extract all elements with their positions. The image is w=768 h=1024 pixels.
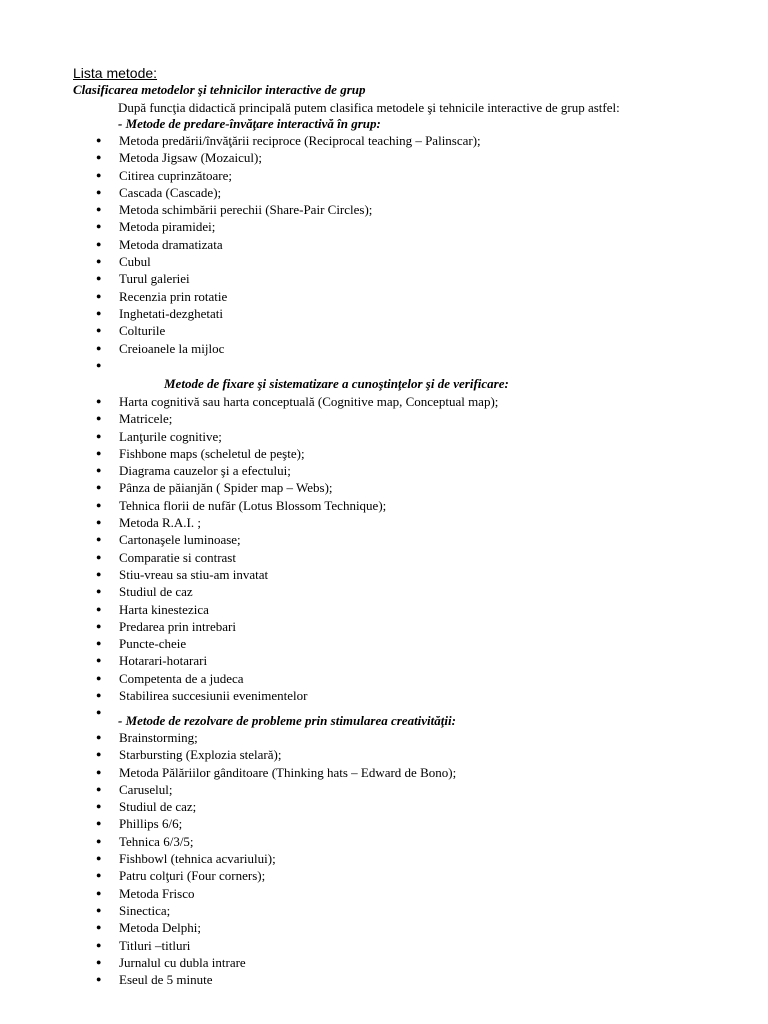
list-item	[0, 393, 768, 410]
list-item-text: Metoda Jigsaw (Mozaicul);	[119, 150, 262, 166]
bullet-icon: ●	[96, 342, 102, 353]
list-item-text: Eseul de 5 minute	[119, 972, 213, 988]
list-item	[0, 549, 768, 566]
bullet-icon: ●	[96, 853, 102, 864]
list-item-text: Phillips 6/6;	[119, 816, 183, 832]
bullet-icon: ●	[96, 447, 102, 458]
bullet-icon: ●	[96, 413, 102, 424]
list-item	[0, 885, 768, 902]
list-item-text: Metoda predării/învăţării reciproce (Reciprocal teaching – Palinscar);	[119, 133, 481, 148]
list-item	[0, 201, 768, 218]
list-item	[0, 236, 768, 253]
list-item-text: Fishbowl (tehnica acvariului);	[119, 851, 276, 867]
bullet-icon: ●	[96, 922, 102, 933]
list-item	[0, 566, 768, 583]
bullet-icon: ●	[96, 256, 102, 267]
list-item	[0, 781, 768, 798]
bullet-icon: ●	[96, 551, 102, 562]
list-item-text: Predarea prin intrebari	[119, 618, 236, 634]
bullet-icon: ●	[96, 801, 102, 812]
list-item-text: Cubul	[119, 254, 151, 270]
list-item-text: Studiul de caz;	[119, 799, 197, 815]
list-item-text: Recenzia prin rotatie	[119, 288, 228, 304]
list-item	[0, 132, 768, 149]
bullet-icon: ●	[96, 818, 102, 829]
bullet-icon: ●	[96, 238, 102, 249]
list-item	[0, 149, 768, 166]
list-item-text: Cartonaşele luminoase;	[119, 532, 241, 548]
bullet-icon: ●	[96, 956, 102, 967]
bullet-icon: ●	[96, 732, 102, 742]
intro-paragraph: După funcţia didactică principală putem clasifica metodele şi tehnicile interactive de grup astfel:	[118, 100, 620, 115]
list-item-text: Competenta de a judeca	[119, 670, 244, 686]
list-item	[0, 850, 768, 867]
bullet-icon: ●	[96, 482, 102, 493]
list-item	[0, 184, 768, 201]
list-item-text: Brainstorming;	[119, 730, 198, 745]
list-item-text: Stiu-vreau sa stiu-am invatat	[119, 566, 269, 582]
bullet-icon: ●	[96, 517, 102, 528]
list-item	[0, 746, 768, 763]
bullet-icon: ●	[96, 870, 102, 881]
bullet-icon: ●	[96, 290, 102, 301]
bullet-icon: ●	[96, 430, 102, 441]
bullet-icon: ●	[96, 169, 102, 180]
list-rezolvare	[0, 729, 768, 988]
bullet-icon: ●	[96, 749, 102, 760]
list-item	[0, 902, 768, 919]
list-item	[0, 167, 768, 184]
list-item-text: Metoda Pălăriilor gânditoare (Thinking hats – Edward de Bono);	[119, 764, 457, 780]
bullet-icon: ●	[96, 887, 102, 898]
bullet-icon: ●	[96, 974, 102, 985]
list-item	[0, 937, 768, 954]
list-item-text: Metoda R.A.I. ;	[119, 515, 201, 531]
list-item-text: Cascada (Cascade);	[119, 184, 222, 200]
list-item	[0, 428, 768, 445]
list-item	[0, 670, 768, 687]
list-item	[0, 583, 768, 600]
list-item-text: Metoda schimbării perechii (Share-Pair Circles);	[119, 202, 373, 218]
list-item-text: Stabilirea succesiunii evenimentelor	[119, 688, 308, 704]
bullet-icon: ●	[96, 586, 102, 597]
list-item	[0, 479, 768, 496]
bullet-icon: ●	[96, 221, 102, 232]
bullet-icon: ●	[96, 396, 102, 406]
list-item	[0, 445, 768, 462]
section-heading-predare: - Metode de predare-învăţare interactivă în grup:	[118, 116, 381, 131]
list-item-text: Colturile	[119, 323, 166, 339]
bullet-icon: ●	[96, 672, 102, 683]
bullet-icon: ●	[96, 465, 102, 476]
list-item	[0, 867, 768, 884]
list-item	[0, 954, 768, 971]
list-item-text: Lanţurile cognitive;	[119, 428, 222, 444]
list-item-text: Comparatie si contrast	[119, 549, 236, 565]
list-item	[0, 497, 768, 514]
list-item	[0, 635, 768, 652]
list-item	[0, 357, 768, 374]
list-item	[0, 815, 768, 832]
bullet-icon: ●	[96, 204, 102, 215]
bullet-icon: ●	[96, 835, 102, 846]
bullet-icon: ●	[96, 939, 102, 950]
list-item-text: Citirea cuprinzătoare;	[119, 167, 232, 183]
bullet-icon: ●	[96, 690, 102, 701]
list-item	[0, 601, 768, 618]
bullet-icon: ●	[96, 638, 102, 649]
bullet-icon: ●	[96, 904, 102, 915]
list-item-text: Metoda Delphi;	[119, 920, 201, 936]
bullet-icon: ●	[96, 766, 102, 777]
list-item-text: Caruselul;	[119, 781, 173, 797]
document-title: Lista metode:	[73, 65, 158, 81]
list-item	[0, 253, 768, 270]
list-item	[0, 410, 768, 427]
list-item-text: Sinectica;	[119, 902, 171, 918]
list-item-text: Harta cognitivă sau harta conceptuală (Cognitive map, Conceptual map);	[119, 394, 499, 409]
bullet-icon: ●	[96, 707, 102, 718]
list-item-text: Fishbone maps (scheletul de peşte);	[119, 445, 305, 461]
bullet-icon: ●	[96, 534, 102, 545]
list-item	[0, 833, 768, 850]
document-subtitle: Clasificarea metodelor şi tehnicilor interactive de grup	[73, 82, 366, 97]
list-item-text: Puncte-cheie	[119, 636, 187, 652]
list-item-text: Studiul de caz	[119, 584, 193, 600]
bullet-icon: ●	[96, 135, 102, 145]
bullet-icon: ●	[96, 603, 102, 614]
bullet-icon: ●	[96, 152, 102, 163]
section-heading-rezolvare: - Metode de rezolvare de probleme prin stimularea creativităţii:	[118, 713, 456, 728]
list-item-text: Creioanele la mijloc	[119, 340, 225, 356]
list-fixare	[0, 393, 768, 722]
bullet-icon: ●	[96, 307, 102, 318]
list-item	[0, 514, 768, 531]
list-item	[0, 270, 768, 287]
list-item	[0, 618, 768, 635]
list-item-text: Patru colţuri (Four corners);	[119, 868, 266, 884]
list-item-text: Metoda dramatizata	[119, 236, 223, 252]
bullet-icon: ●	[96, 655, 102, 666]
list-item	[0, 971, 768, 988]
list-item	[0, 305, 768, 322]
list-item-text: Turul galeriei	[119, 271, 190, 287]
list-item	[0, 340, 768, 357]
list-item-text: Jurnalul cu dubla intrare	[119, 954, 246, 970]
list-item-text: Diagrama cauzelor şi a efectului;	[119, 463, 291, 479]
bullet-icon: ●	[96, 620, 102, 631]
list-predare	[0, 132, 768, 374]
section-heading-fixare: Metode de fixare şi sistematizare a cunoştinţelor şi de verificare:	[164, 376, 509, 391]
list-item	[0, 288, 768, 305]
bullet-icon: ●	[96, 359, 102, 370]
list-item-text: Matricele;	[119, 411, 173, 427]
list-item-text: Harta kinestezica	[119, 601, 209, 617]
list-item	[0, 764, 768, 781]
bullet-icon: ●	[96, 499, 102, 510]
list-item	[0, 531, 768, 548]
bullet-icon: ●	[96, 783, 102, 794]
list-item	[0, 322, 768, 339]
list-item	[0, 462, 768, 479]
list-item	[0, 652, 768, 669]
list-item	[0, 729, 768, 746]
list-item	[0, 687, 768, 704]
list-item-text: Metoda Frisco	[119, 885, 195, 901]
list-item-text: Starbursting (Explozia stelară);	[119, 747, 282, 763]
list-item	[0, 218, 768, 235]
list-item-text: Metoda piramidei;	[119, 219, 216, 235]
list-item-text: Tehnica 6/3/5;	[119, 833, 194, 849]
list-item-text: Inghetati-dezghetati	[119, 305, 223, 321]
list-item-text: Pânza de păianjăn ( Spider map – Webs);	[119, 480, 333, 496]
bullet-icon: ●	[96, 186, 102, 197]
bullet-icon: ●	[96, 568, 102, 579]
list-item-text: Titluri –titluri	[119, 937, 191, 953]
list-item-text: Hotarari-hotarari	[119, 653, 208, 669]
bullet-icon: ●	[96, 273, 102, 284]
bullet-icon: ●	[96, 325, 102, 336]
list-item	[0, 919, 768, 936]
list-item	[0, 798, 768, 815]
list-item-text: Tehnica florii de nufăr (Lotus Blossom Technique);	[119, 497, 387, 513]
